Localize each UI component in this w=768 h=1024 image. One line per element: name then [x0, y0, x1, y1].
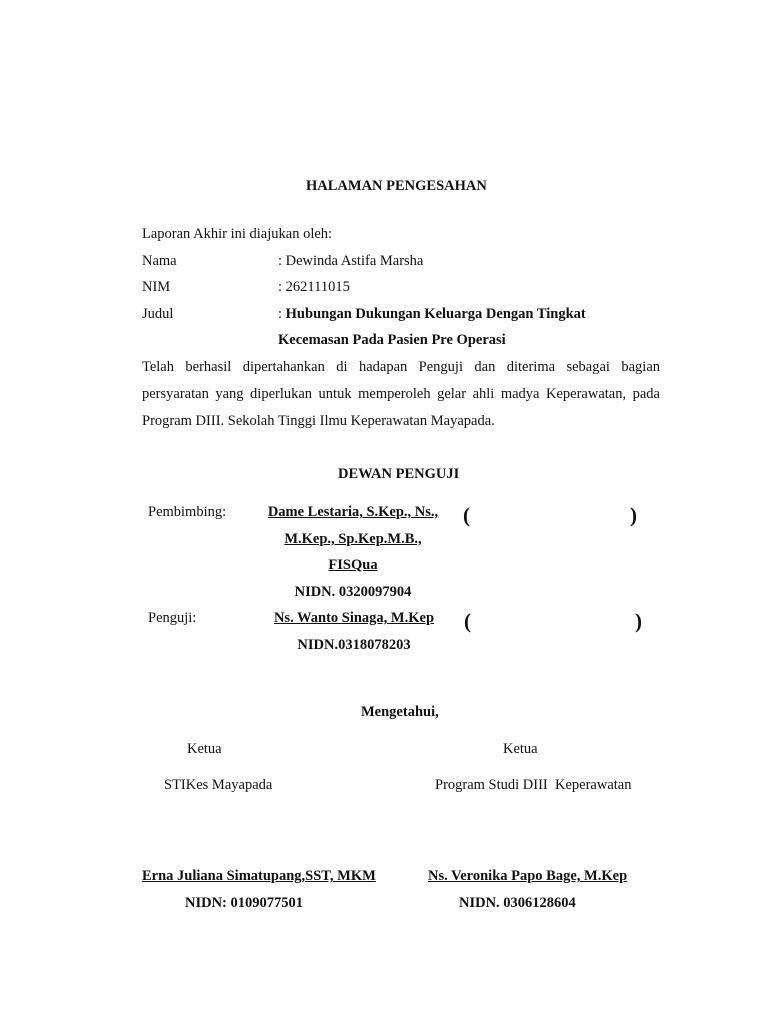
right-signatory-name: Ns. Veronika Papo Bage, M.Kep — [428, 868, 628, 884]
penguji-label: Penguji: — [148, 610, 197, 626]
left-role: Ketua — [187, 741, 222, 757]
nim-value: : 262111015 — [278, 279, 350, 295]
left-signatory-nidn: NIDN: 0109077501 — [185, 895, 304, 911]
penguji-signature-close: ) — [635, 609, 642, 633]
judul-label: Judul — [142, 306, 174, 322]
nama-value: : Dewinda Astifa Marsha — [278, 253, 424, 269]
page-title: HALAMAN PENGESAHAN — [306, 178, 487, 194]
judul-value — [278, 306, 586, 323]
penguji-name: Ns. Wanto Sinaga, M.Kep — [273, 610, 435, 626]
mengetahui-heading: Mengetahui, — [361, 704, 439, 720]
right-role: Ketua — [503, 741, 538, 757]
left-institution: STIKes Mayapada — [164, 777, 273, 793]
pembimbing-label: Pembimbing: — [148, 504, 227, 520]
penguji-signature-open: ( — [464, 609, 471, 633]
pembimbing-name-line1: Dame Lestaria, S.Kep., Ns., — [267, 504, 439, 520]
right-institution: Program Studi DIII Keperawatan — [435, 777, 632, 793]
statement-line1: Telah berhasil dipertahankan di hadapan Penguji dan diterima sebagai bagian — [142, 359, 660, 375]
nim-label: NIM — [142, 279, 171, 295]
pembimbing-signature-open: ( — [463, 503, 470, 527]
statement-line3: Program DIII. Sekolah Tinggi Ilmu Keperawatan Mayapada. — [142, 413, 495, 429]
nama-label: Nama — [142, 253, 177, 269]
judul-line2: Kecemasan Pada Pasien Pre Operasi — [278, 332, 506, 348]
pembimbing-name-line3: FISQua — [328, 557, 378, 573]
dewan-heading: DEWAN PENGUJI — [338, 466, 460, 482]
penguji-nidn: NIDN.0318078203 — [297, 637, 411, 653]
statement-line2: persyaratan yang diperlukan untuk memperoleh gelar ahli madya Keperawatan, pada — [142, 386, 660, 402]
pembimbing-nidn: NIDN. 0320097904 — [294, 584, 412, 600]
pembimbing-name-line2: M.Kep., Sp.Kep.M.B., — [284, 531, 422, 547]
judul-colon: : — [278, 306, 286, 322]
pembimbing-signature-close: ) — [630, 503, 637, 527]
intro-text: Laporan Akhir ini diajukan oleh: — [142, 226, 333, 242]
judul-line1: Hubungan Dukungan Keluarga Dengan Tingkat — [285, 306, 586, 322]
right-signatory-nidn: NIDN. 0306128604 — [459, 895, 576, 911]
left-signatory-name: Erna Juliana Simatupang,SST, MKM — [142, 868, 376, 884]
